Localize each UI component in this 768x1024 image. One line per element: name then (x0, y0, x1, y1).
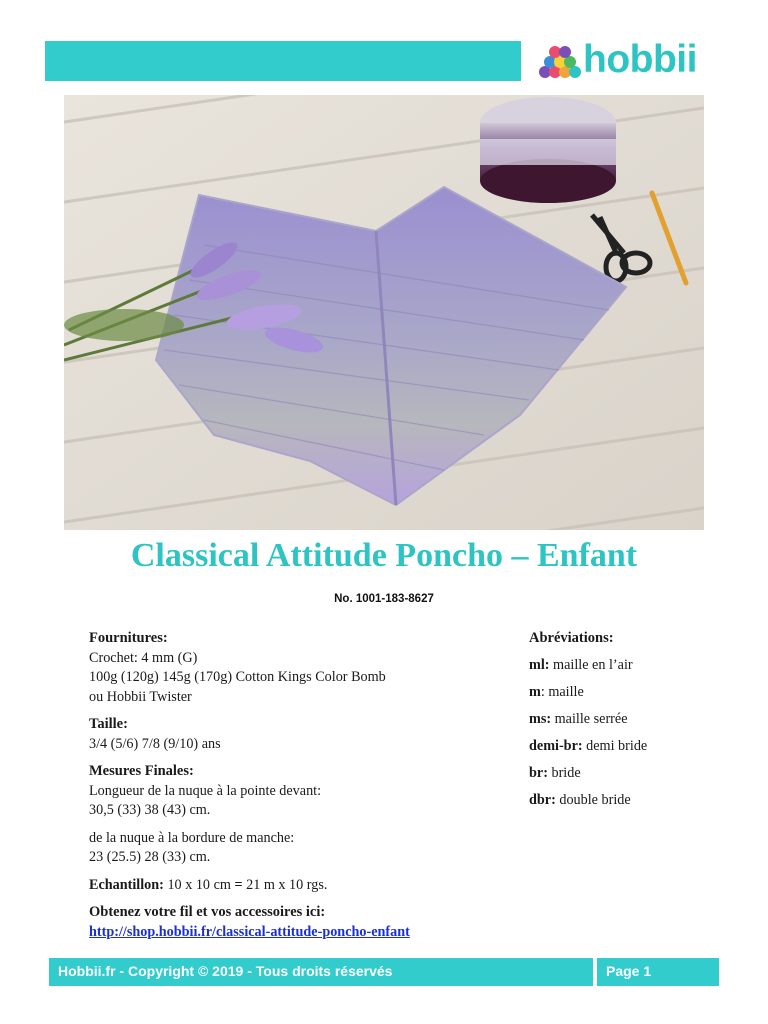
mesures-heading: Mesures Finales: (89, 763, 194, 779)
abbreviation-meaning: maille serrée (554, 711, 628, 727)
taille-heading: Taille: (89, 716, 128, 732)
footer-copyright: Hobbii.fr - Copyright © 2019 - Tous droits réservés (58, 963, 393, 979)
abbreviation-meaning: bride (551, 765, 581, 781)
abbreviation-item (529, 656, 739, 675)
poncho-photo (64, 95, 704, 530)
abbreviations (529, 629, 739, 818)
fournitures-heading: Fournitures: (89, 630, 168, 646)
abbreviation-term: demi-br: (529, 738, 583, 754)
abbreviation-meaning: demi bride (586, 738, 648, 754)
abbreviation-item (529, 683, 739, 702)
echantillon-line (89, 876, 509, 896)
abbreviation-item (529, 764, 739, 783)
fournitures-line: ou Hobbii Twister (89, 688, 192, 705)
taille-line: 3/4 (5/6) 7/8 (9/10) ans (89, 735, 221, 752)
pattern-details (89, 629, 509, 942)
abbreviation-meaning: maille en l’air (553, 657, 633, 673)
footer-copyright-bar (49, 958, 593, 986)
obtenez-heading: Obtenez votre fil et vos accessoires ici: (89, 904, 326, 920)
shop-link[interactable]: http://shop.hobbii.fr/classical-attitude-poncho-enfant (89, 923, 410, 940)
abbreviation-meaning: maille (548, 684, 584, 700)
page-number: Page 1 (606, 963, 652, 979)
logo-text: hobbii (583, 38, 697, 81)
mesures-line: Longueur de la nuque à la pointe devant: (89, 782, 322, 799)
abbreviation-item (529, 710, 739, 729)
header-bar (45, 41, 521, 81)
abbreviation-term: dbr: (529, 792, 556, 808)
abbreviation-item (529, 737, 739, 756)
product-number: No. 1001-183-8627 (334, 593, 434, 605)
abbreviations-heading: Abréviations: (529, 630, 614, 646)
abbreviation-term: ml: (529, 657, 550, 673)
fournitures-line: Crochet: 4 mm (G) (89, 649, 198, 666)
mesures-line: 30,5 (33) 38 (43) cm. (89, 802, 211, 818)
abbreviation-term: br: (529, 765, 548, 781)
echantillon-equals: = (234, 876, 243, 893)
poncho-illustration (64, 95, 704, 530)
mesures-line: 23 (25.5) 28 (33) cm. (89, 849, 211, 865)
abbreviation-meaning: double bride (559, 792, 631, 808)
abbreviation-item (529, 791, 739, 810)
yarn-cake (480, 97, 616, 203)
hobbii-logo[interactable] (535, 38, 720, 86)
mesures-line: de la nuque à la bordure de manche: (89, 829, 295, 846)
echantillon-label: Echantillon: (89, 876, 164, 893)
abbreviation-term: ms: (529, 711, 552, 727)
pattern-title: Classical Attitude Poncho – Enfant (130, 537, 638, 574)
abbreviation-term: m (529, 684, 541, 700)
abbreviation-sep: : (540, 684, 545, 700)
yarn-balls-icon (535, 38, 585, 86)
footer-page-bar (597, 958, 719, 986)
echantillon-value-b: 21 m x 10 rgs. (246, 876, 328, 893)
fournitures-line: 100g (120g) 145g (170g) Cotton Kings Color Bomb (89, 669, 386, 685)
echantillon-value-a: 10 x 10 cm (167, 876, 231, 893)
